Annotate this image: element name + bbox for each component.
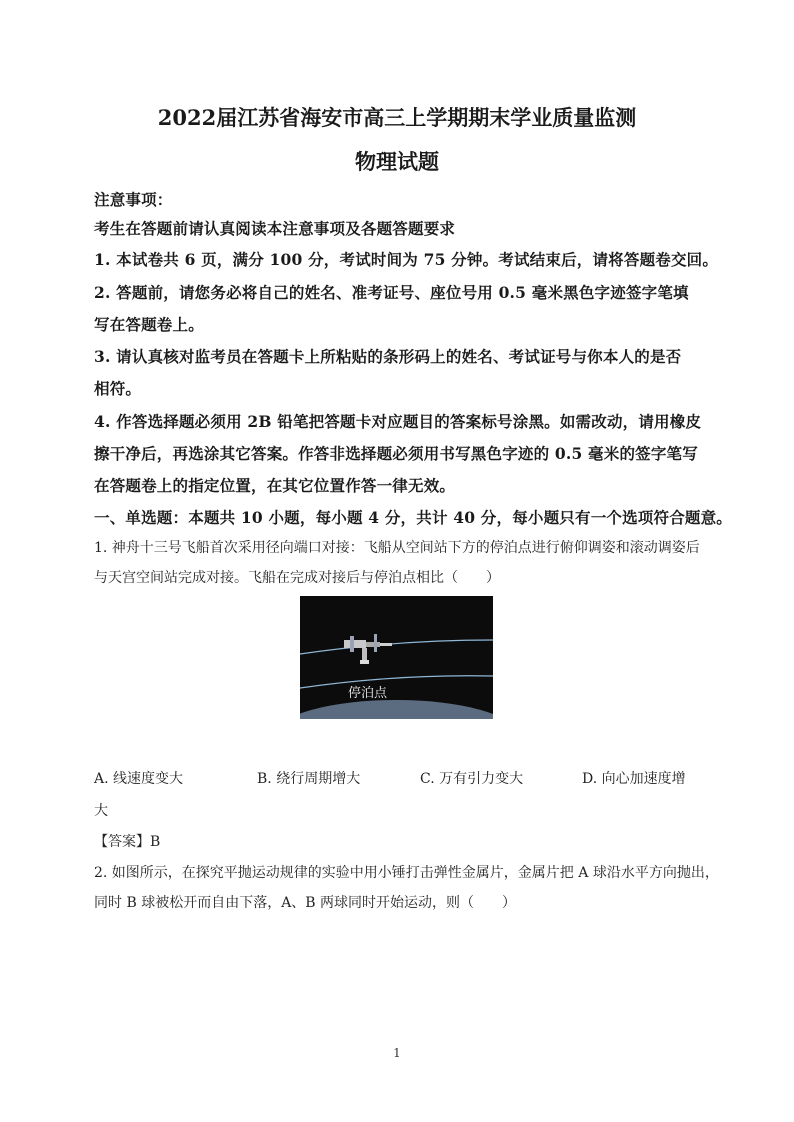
notice-item-1: 1. 本试卷共 6 页，满分 100 分，考试时间为 75 分钟。考试结束后，请将答题卷交回。	[94, 250, 719, 269]
notice-intro: 考生在答题前请认真阅读本注意事项及各题答题要求	[94, 219, 456, 238]
section-heading: 一、单选题：本题共 10 小题，每小题 4 分，共计 40 分，每小题只有一个选项符合题意。	[94, 508, 733, 527]
notice-item-4-cont2: 在答题卷上的指定位置，在其它位置作答一律无效。	[94, 476, 456, 495]
question-2-line-1: 2. 如图所示，在探究平抛运动规律的实验中用小锤打击弹性金属片，金属片把 A 球沿水平方向抛出，	[94, 865, 719, 881]
notice-item-4-cont: 擦干净后，再选涂其它答案。作答非选择题必须用书写黑色字迹的 0.5 毫米的签字笔写	[94, 444, 698, 463]
question-1-line-2: 与天宫空间站完成对接。飞船在完成对接后与停泊点相比（ ）	[94, 570, 500, 586]
exam-subtitle: 物理试题	[355, 149, 439, 174]
option-b: B. 绕行周期增大	[257, 771, 361, 787]
option-a: A. 线速度变大	[94, 771, 184, 787]
option-c: C. 万有引力变大	[420, 771, 524, 787]
exam-title: 2022届江苏省海安市高三上学期期末学业质量监测	[157, 105, 637, 130]
option-d-continued: 大	[94, 803, 108, 819]
notice-item-2-cont: 写在答题卷上。	[94, 315, 204, 334]
notice-item-3: 3. 请认真核对监考员在答题卡上所粘贴的条形码上的姓名、考试证号与你本人的是否	[94, 347, 682, 366]
notice-item-2: 2. 答题前，请您务必将自己的姓名、准考证号、座位号用 0.5 毫米黑色字迹签字笔填	[94, 283, 689, 302]
question-2-line-2: 同时 B 球被松开而自由下落，A、B 两球同时开始运动，则（ ）	[94, 895, 517, 911]
page-number: 1	[393, 1046, 401, 1060]
docking-figure	[300, 596, 493, 719]
option-d: D. 向心加速度增	[582, 771, 686, 787]
question-1-answer: 【答案】B	[94, 834, 161, 850]
notice-item-4: 4. 作答选择题必须用 2B 铅笔把答题卡对应题目的答案标号涂黑。如需改动，请用橡皮	[94, 412, 702, 431]
question-1-line-1: 1. 神舟十三号飞船首次采用径向端口对接：飞船从空间站下方的停泊点进行俯仰调姿和滚动调姿后	[94, 540, 700, 556]
notice-item-3-cont: 相符。	[94, 379, 142, 398]
parking-point-label: 停泊点	[348, 686, 388, 701]
notice-heading: 注意事项：	[94, 190, 173, 209]
